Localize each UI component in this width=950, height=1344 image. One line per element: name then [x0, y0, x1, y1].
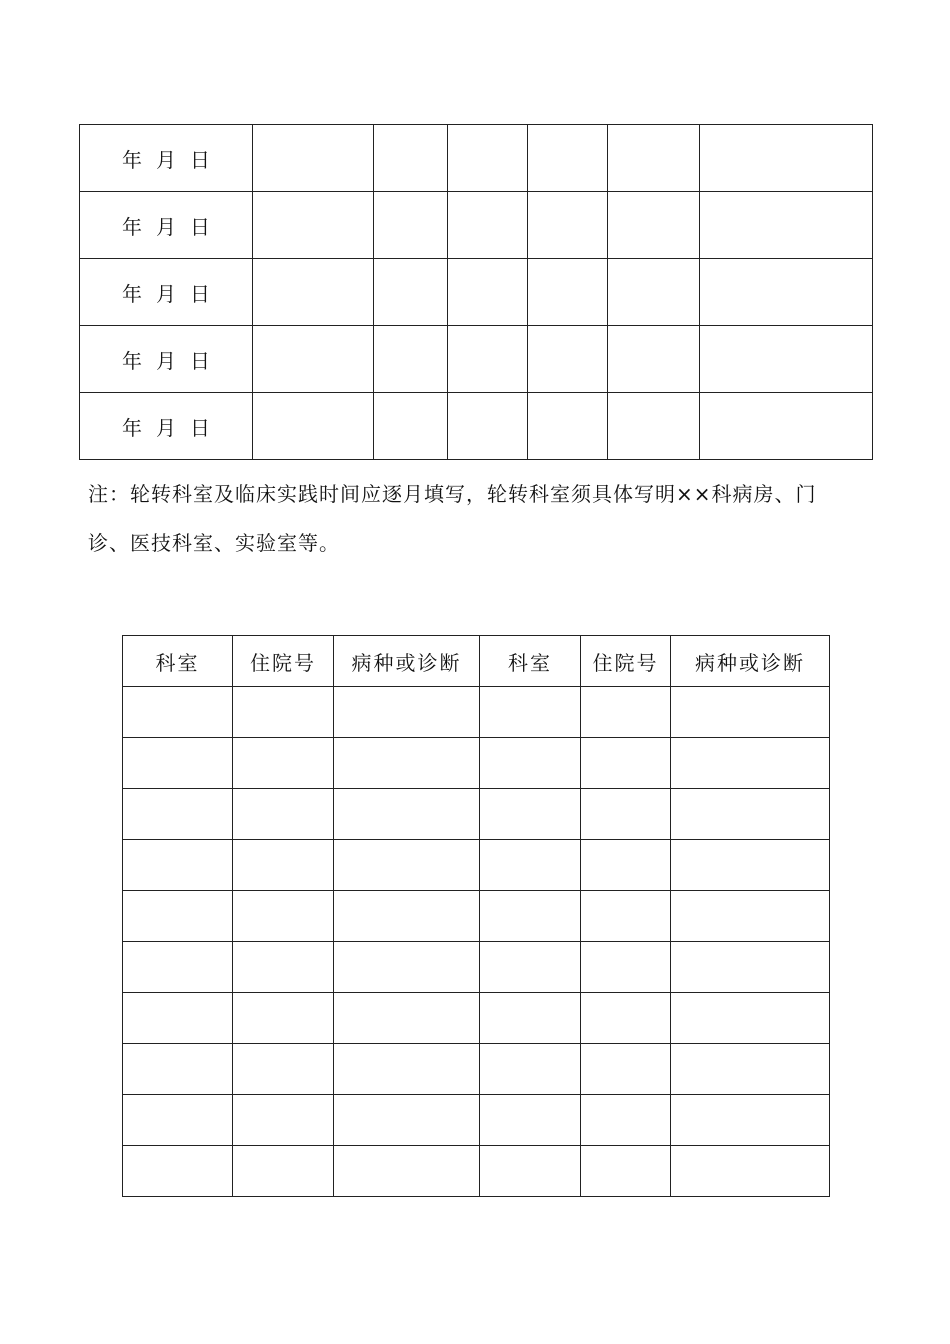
case-row — [123, 942, 830, 993]
case-entry-cell[interactable] — [233, 1146, 334, 1197]
case-entry-cell[interactable] — [123, 1044, 233, 1095]
case-entry-cell[interactable] — [334, 738, 480, 789]
case-entry-cell[interactable] — [480, 738, 581, 789]
case-entry-cell[interactable] — [123, 840, 233, 891]
rotation-entry-cell[interactable] — [608, 326, 700, 393]
date-cell — [80, 192, 253, 259]
header-admission-no-2: 住院号 — [581, 636, 671, 687]
case-entry-cell[interactable] — [480, 789, 581, 840]
date-cell — [80, 393, 253, 460]
rotation-entry-cell[interactable] — [700, 326, 873, 393]
date-year-label: 年 — [122, 214, 142, 239]
rotation-entry-cell[interactable] — [253, 192, 374, 259]
case-entry-cell[interactable] — [334, 993, 480, 1044]
date-day-label: 日 — [190, 214, 210, 239]
date-day-label: 日 — [190, 147, 210, 172]
rotation-entry-cell[interactable] — [700, 259, 873, 326]
case-entry-cell[interactable] — [581, 789, 671, 840]
case-entry-cell[interactable] — [334, 891, 480, 942]
case-entry-cell[interactable] — [334, 687, 480, 738]
case-entry-cell[interactable] — [671, 993, 830, 1044]
rotation-row — [80, 393, 873, 460]
rotation-entry-cell[interactable] — [374, 326, 448, 393]
rotation-entry-cell[interactable] — [448, 326, 528, 393]
date-cell — [80, 125, 253, 192]
header-admission-no-1: 住院号 — [233, 636, 334, 687]
case-row — [123, 789, 830, 840]
case-entry-cell[interactable] — [233, 789, 334, 840]
case-entry-cell[interactable] — [581, 891, 671, 942]
rotation-entry-cell[interactable] — [528, 326, 608, 393]
rotation-entry-cell[interactable] — [374, 393, 448, 460]
date-month-label: 月 — [156, 415, 176, 440]
rotation-entry-cell[interactable] — [253, 393, 374, 460]
case-entry-cell[interactable] — [233, 891, 334, 942]
case-entry-cell[interactable] — [334, 789, 480, 840]
case-entry-cell[interactable] — [671, 1095, 830, 1146]
case-entry-cell[interactable] — [233, 687, 334, 738]
header-diagnosis-1: 病种或诊断 — [334, 636, 480, 687]
rotation-table — [79, 124, 873, 460]
rotation-entry-cell[interactable] — [253, 326, 374, 393]
rotation-entry-cell[interactable] — [700, 393, 873, 460]
rotation-row — [80, 125, 873, 192]
rotation-entry-cell[interactable] — [374, 192, 448, 259]
case-entry-cell[interactable] — [671, 1044, 830, 1095]
case-row — [123, 993, 830, 1044]
rotation-entry-cell[interactable] — [608, 393, 700, 460]
rotation-entry-cell[interactable] — [448, 125, 528, 192]
case-entry-cell[interactable] — [581, 840, 671, 891]
case-entry-cell[interactable] — [581, 1044, 671, 1095]
case-entry-cell[interactable] — [334, 1146, 480, 1197]
case-entry-cell[interactable] — [671, 1146, 830, 1197]
case-entry-cell[interactable] — [480, 891, 581, 942]
case-entry-cell[interactable] — [233, 942, 334, 993]
case-entry-cell[interactable] — [671, 891, 830, 942]
rotation-entry-cell[interactable] — [700, 192, 873, 259]
rotation-entry-cell[interactable] — [448, 393, 528, 460]
case-entry-cell[interactable] — [123, 789, 233, 840]
case-entry-cell[interactable] — [123, 687, 233, 738]
date-day-label: 日 — [190, 348, 210, 373]
case-entry-cell[interactable] — [671, 789, 830, 840]
case-entry-cell[interactable] — [480, 687, 581, 738]
rotation-row — [80, 259, 873, 326]
rotation-entry-cell[interactable] — [528, 192, 608, 259]
date-month-label: 月 — [156, 281, 176, 306]
case-entry-cell[interactable] — [480, 840, 581, 891]
case-entry-cell[interactable] — [123, 738, 233, 789]
case-entry-cell[interactable] — [671, 942, 830, 993]
case-entry-cell[interactable] — [671, 738, 830, 789]
header-diagnosis-2: 病种或诊断 — [671, 636, 830, 687]
case-table-header — [123, 636, 830, 687]
rotation-entry-cell[interactable] — [700, 125, 873, 192]
header-department-1: 科室 — [123, 636, 233, 687]
rotation-entry-cell[interactable] — [528, 259, 608, 326]
case-entry-cell[interactable] — [334, 840, 480, 891]
case-entry-cell[interactable] — [123, 1146, 233, 1197]
rotation-entry-cell[interactable] — [528, 125, 608, 192]
case-row — [123, 738, 830, 789]
case-row — [123, 1044, 830, 1095]
case-entry-cell[interactable] — [480, 1146, 581, 1197]
case-entry-cell[interactable] — [123, 993, 233, 1044]
case-entry-cell[interactable] — [581, 1095, 671, 1146]
case-entry-cell[interactable] — [233, 993, 334, 1044]
case-table — [122, 635, 830, 1197]
case-row — [123, 1146, 830, 1197]
case-row — [123, 840, 830, 891]
case-entry-cell[interactable] — [123, 942, 233, 993]
rotation-entry-cell[interactable] — [608, 259, 700, 326]
rotation-entry-cell[interactable] — [448, 192, 528, 259]
rotation-entry-cell[interactable] — [253, 259, 374, 326]
case-entry-cell[interactable] — [581, 993, 671, 1044]
case-entry-cell[interactable] — [334, 1044, 480, 1095]
case-entry-cell[interactable] — [671, 687, 830, 738]
case-entry-cell[interactable] — [480, 942, 581, 993]
date-year-label: 年 — [122, 281, 142, 306]
date-month-label: 月 — [156, 147, 176, 172]
date-day-label: 日 — [190, 415, 210, 440]
date-cell — [80, 259, 253, 326]
case-entry-cell[interactable] — [334, 942, 480, 993]
case-entry-cell[interactable] — [581, 687, 671, 738]
case-entry-cell[interactable] — [123, 891, 233, 942]
date-cell — [80, 326, 253, 393]
date-year-label: 年 — [122, 147, 142, 172]
rotation-entry-cell[interactable] — [374, 259, 448, 326]
case-entry-cell[interactable] — [480, 993, 581, 1044]
case-entry-cell[interactable] — [334, 1095, 480, 1146]
rotation-entry-cell[interactable] — [253, 125, 374, 192]
date-day-label: 日 — [190, 281, 210, 306]
case-entry-cell[interactable] — [581, 738, 671, 789]
case-entry-cell[interactable] — [233, 738, 334, 789]
case-row — [123, 687, 830, 738]
case-entry-cell[interactable] — [233, 1095, 334, 1146]
date-year-label: 年 — [122, 348, 142, 373]
rotation-entry-cell[interactable] — [374, 125, 448, 192]
case-entry-cell[interactable] — [480, 1095, 581, 1146]
rotation-entry-cell[interactable] — [528, 393, 608, 460]
rotation-entry-cell[interactable] — [608, 192, 700, 259]
rotation-row — [80, 326, 873, 393]
case-entry-cell[interactable] — [480, 1044, 581, 1095]
date-month-label: 月 — [156, 348, 176, 373]
case-entry-cell[interactable] — [123, 1095, 233, 1146]
rotation-entry-cell[interactable] — [448, 259, 528, 326]
case-entry-cell[interactable] — [671, 840, 830, 891]
case-row — [123, 1095, 830, 1146]
date-year-label: 年 — [122, 415, 142, 440]
rotation-entry-cell[interactable] — [608, 125, 700, 192]
case-row — [123, 891, 830, 942]
rotation-row — [80, 192, 873, 259]
note-text: 注：轮转科室及临床实践时间应逐月填写，轮转科室须具体写明××科病房、门诊、医技科室、实验室等。 — [88, 482, 817, 555]
date-month-label: 月 — [156, 214, 176, 239]
header-department-2: 科室 — [480, 636, 581, 687]
case-entry-cell[interactable] — [233, 1044, 334, 1095]
case-entry-cell[interactable] — [581, 942, 671, 993]
case-entry-cell[interactable] — [581, 1146, 671, 1197]
case-entry-cell[interactable] — [233, 840, 334, 891]
